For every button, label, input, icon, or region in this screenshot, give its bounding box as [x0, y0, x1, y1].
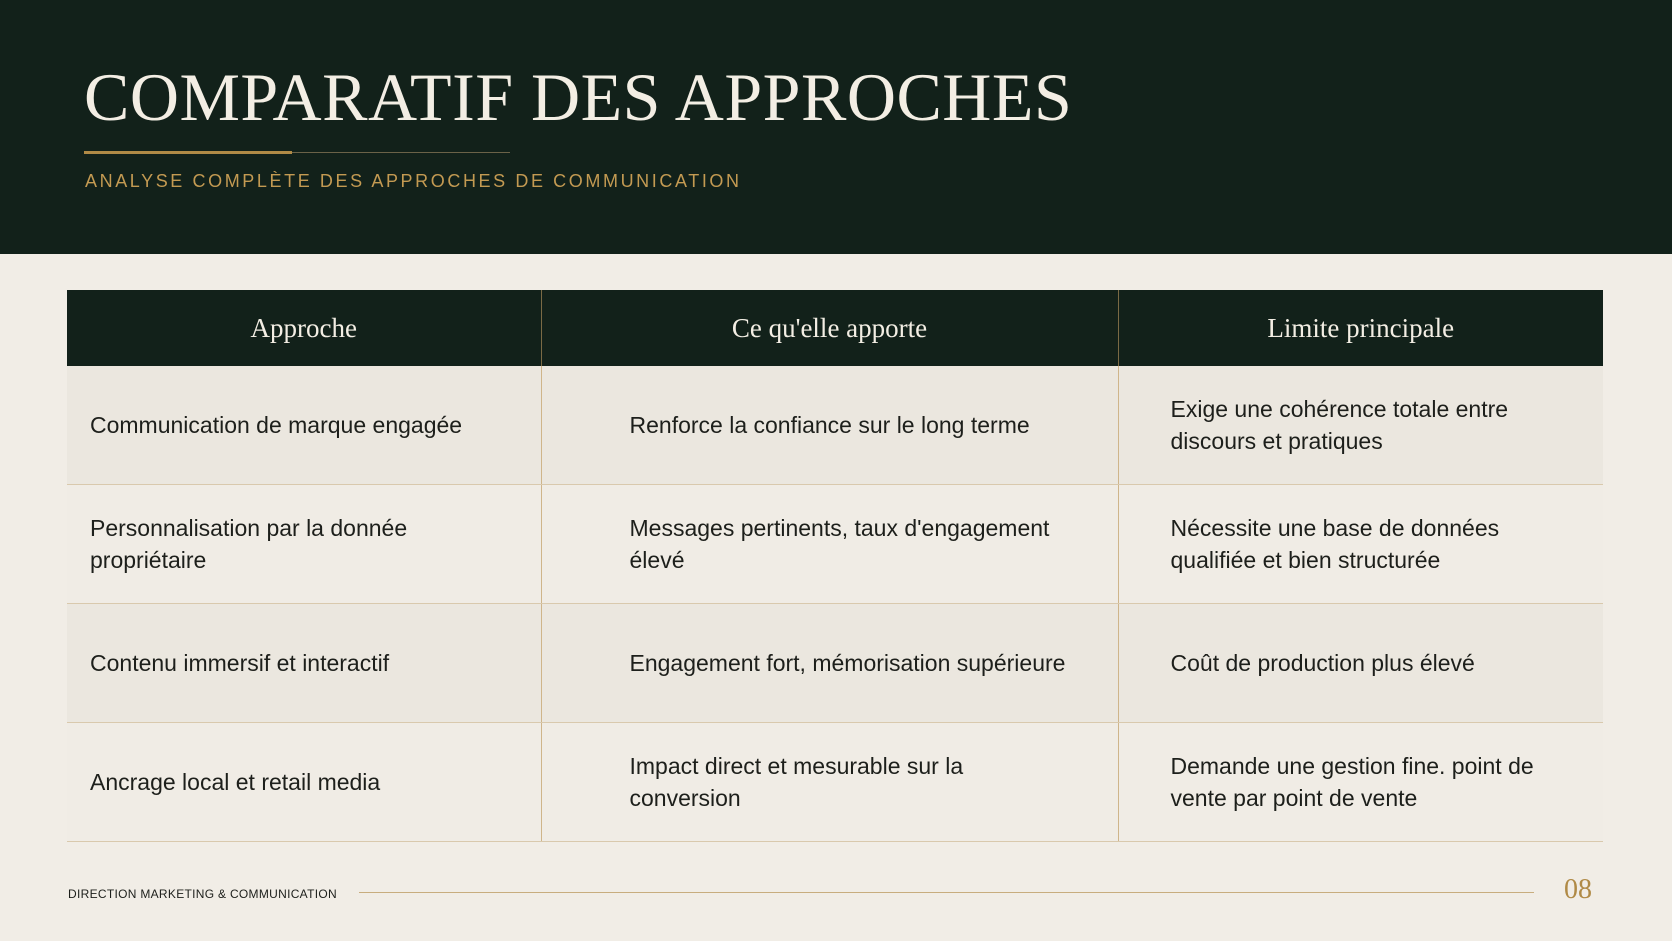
limit-cell: Demande une gestion fine. point de vente par point de vente [1118, 723, 1603, 842]
limit-cell: Nécessite une base de données qualifiée et bien structurée [1118, 485, 1603, 604]
limit-cell: Exige une cohérence totale entre discours et pratiques [1118, 366, 1603, 485]
benefit-cell: Engagement fort, mémorisation supérieure [541, 604, 1118, 723]
approach-cell: Communication de marque engagée [67, 366, 541, 485]
column-header-benefit: Ce qu'elle apporte [541, 290, 1118, 366]
table-header-row [67, 290, 1603, 366]
approach-cell: Contenu immersif et interactif [67, 604, 541, 723]
slide-header [0, 0, 1672, 254]
slide-subtitle: ANALYSE COMPLÈTE DES APPROCHES DE COMMUNICATION [85, 171, 742, 191]
column-header-limit: Limite principale [1118, 290, 1603, 366]
page-number: 08 [1564, 874, 1592, 905]
benefit-cell: Renforce la confiance sur le long terme [541, 366, 1118, 485]
benefit-cell: Messages pertinents, taux d'engagement élevé [541, 485, 1118, 604]
limit-cell: Coût de production plus élevé [1118, 604, 1603, 723]
table-row [67, 485, 1603, 604]
slide-title: COMPARATIF DES APPROCHES [84, 59, 1073, 135]
approach-cell: Personnalisation par la donnée propriétaire [67, 485, 541, 604]
footer-divider [359, 892, 1534, 893]
column-header-approach: Approche [67, 290, 541, 366]
footer-label: DIRECTION MARKETING & COMMUNICATION [68, 887, 337, 901]
approach-cell: Ancrage local et retail media [67, 723, 541, 842]
title-accent-rule [84, 151, 292, 154]
table-row [67, 723, 1603, 842]
comparison-table [67, 290, 1603, 842]
benefit-cell: Impact direct et mesurable sur la conversion [541, 723, 1118, 842]
table-row [67, 366, 1603, 485]
table-row [67, 604, 1603, 723]
